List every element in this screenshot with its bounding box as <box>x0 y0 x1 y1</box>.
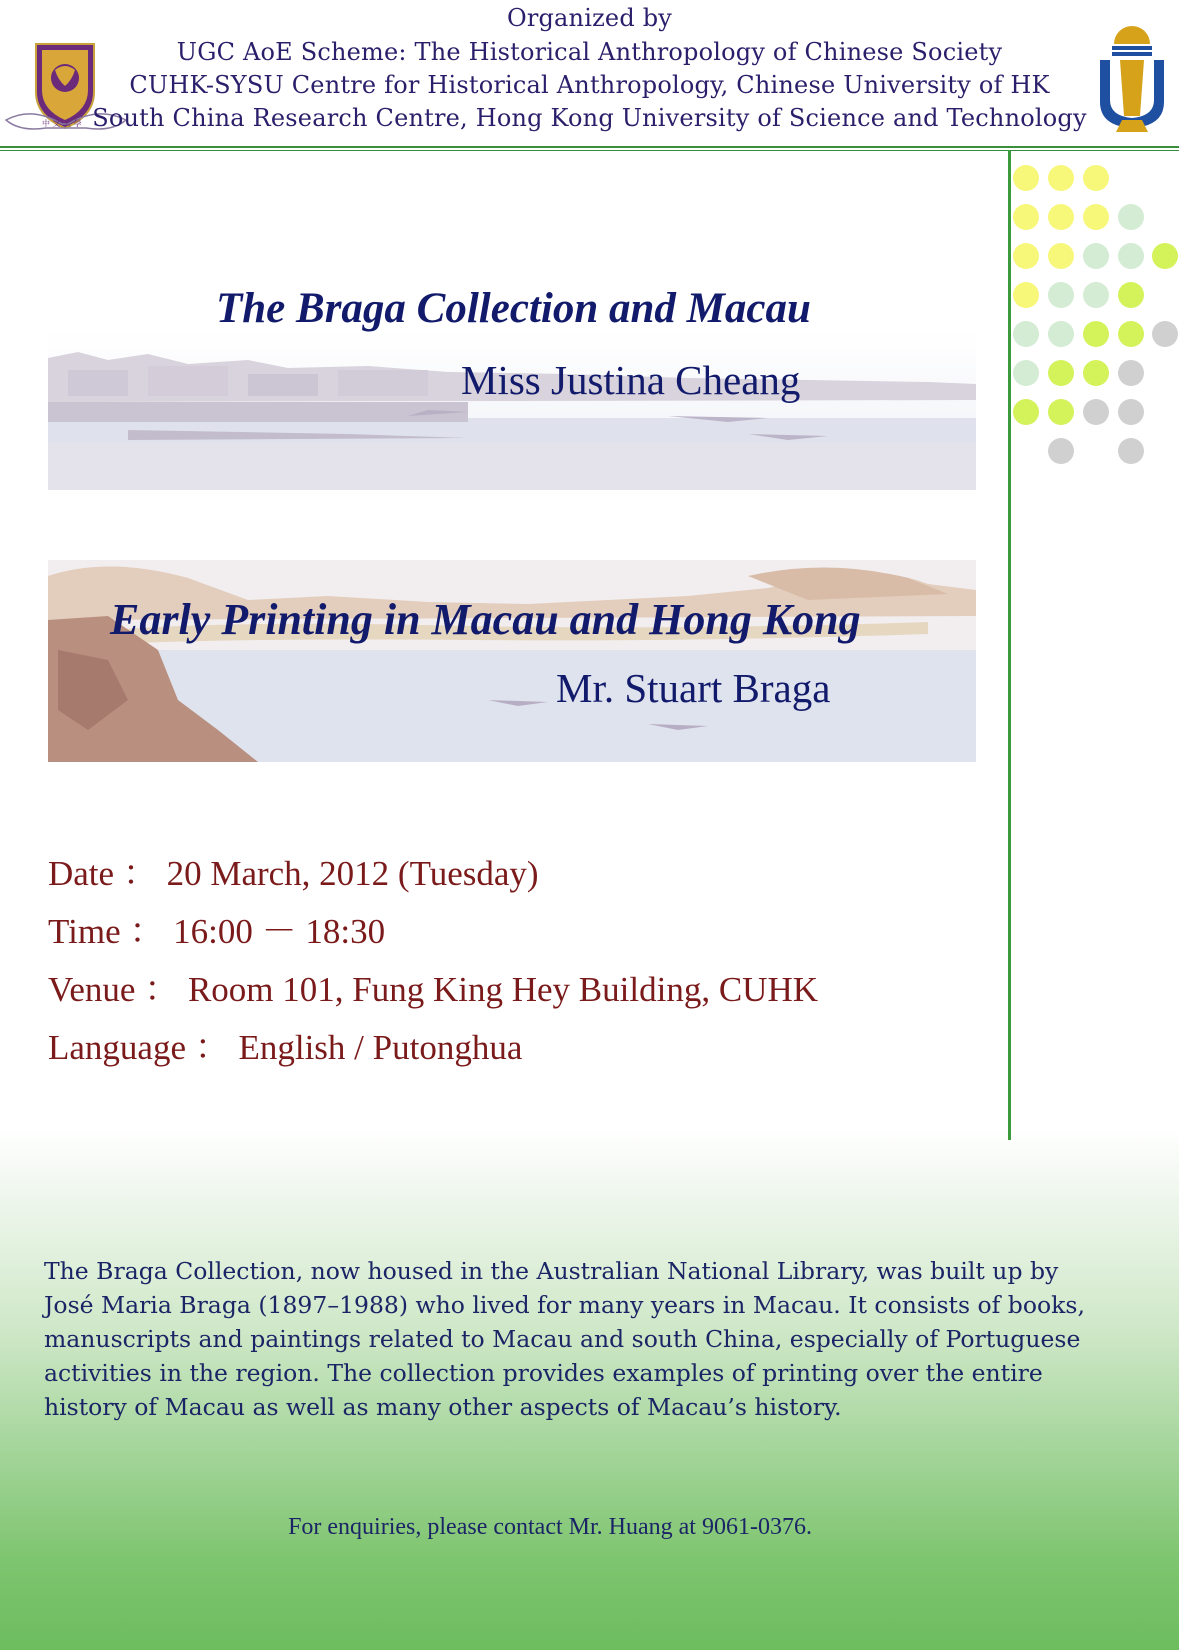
header-rule-bottom <box>0 150 1179 151</box>
dot <box>1152 243 1178 269</box>
dot <box>1048 399 1074 425</box>
event-time: Time ： 16:00 － 18:30 <box>48 912 386 951</box>
dot <box>1048 282 1074 308</box>
dot <box>1118 243 1144 269</box>
talk-1-title: The Braga Collection and Macau <box>216 285 811 332</box>
dot <box>1118 282 1144 308</box>
dot <box>1083 399 1109 425</box>
dot <box>1048 243 1074 269</box>
event-date: Date ： 20 March, 2012 (Tuesday) <box>48 854 539 893</box>
dot <box>1048 438 1074 464</box>
talk-2-title: Early Printing in Macau and Hong Kong <box>110 595 861 644</box>
dot <box>1013 399 1039 425</box>
talk-1-speaker: Miss Justina Cheang <box>461 357 801 403</box>
dot <box>1048 321 1074 347</box>
dot <box>1083 204 1109 230</box>
hkust-logo <box>1096 20 1168 138</box>
dot <box>1083 282 1109 308</box>
dot <box>1013 243 1039 269</box>
dot <box>1013 321 1039 347</box>
dot <box>1013 204 1039 230</box>
dot <box>1152 321 1178 347</box>
collection-description: The Braga Collection, now housed in the Australian National Library, was built up by José Maria Braga (1897–1988) who lived for many years in Macau. It consists of books, manuscripts and paintings related to Macau and south China, especially of Portuguese activities in the region. The collection provides examples of printing over the entire history of Macau as well as many other aspects of Macau’s history. <box>44 1257 1085 1421</box>
dot <box>1013 282 1039 308</box>
svg-text:中 文 大 學: 中 文 大 學 <box>42 119 82 128</box>
dot <box>1048 360 1074 386</box>
organized-by-label: Organized by <box>506 4 673 32</box>
organizer-cuhk-sysu: CUHK-SYSU Centre for Historical Anthropology, Chinese University of HK <box>129 71 1050 99</box>
talk-2-speaker: Mr. Stuart Braga <box>556 665 831 711</box>
dot <box>1118 360 1144 386</box>
dot <box>1013 360 1039 386</box>
dot <box>1083 321 1109 347</box>
dot <box>1118 321 1144 347</box>
organizer-ugc-aoe: UGC AoE Scheme: The Historical Anthropology of Chinese Society <box>176 38 1003 66</box>
dot <box>1118 438 1144 464</box>
harbour-painting-image <box>48 330 976 490</box>
header-rule-top <box>0 146 1179 148</box>
dot <box>1048 204 1074 230</box>
dot <box>1118 399 1144 425</box>
event-venue: Venue ： Room 101, Fung King Hey Building, CUHK <box>48 970 819 1009</box>
dot <box>1118 204 1144 230</box>
dot <box>1048 165 1074 191</box>
enquiries-contact: For enquiries, please contact Mr. Huang at 9061-0376. <box>288 1514 812 1540</box>
event-language: Language ： English / Putonghua <box>48 1028 523 1067</box>
organizer-header <box>0 0 1179 148</box>
dot <box>1013 165 1039 191</box>
vertical-divider <box>1008 150 1011 1140</box>
dot <box>1083 165 1109 191</box>
bay-painting-image <box>48 560 976 762</box>
dot <box>1083 243 1109 269</box>
organizer-hkust: South China Research Centre, Hong Kong University of Science and Technology <box>92 104 1087 132</box>
dot <box>1083 360 1109 386</box>
